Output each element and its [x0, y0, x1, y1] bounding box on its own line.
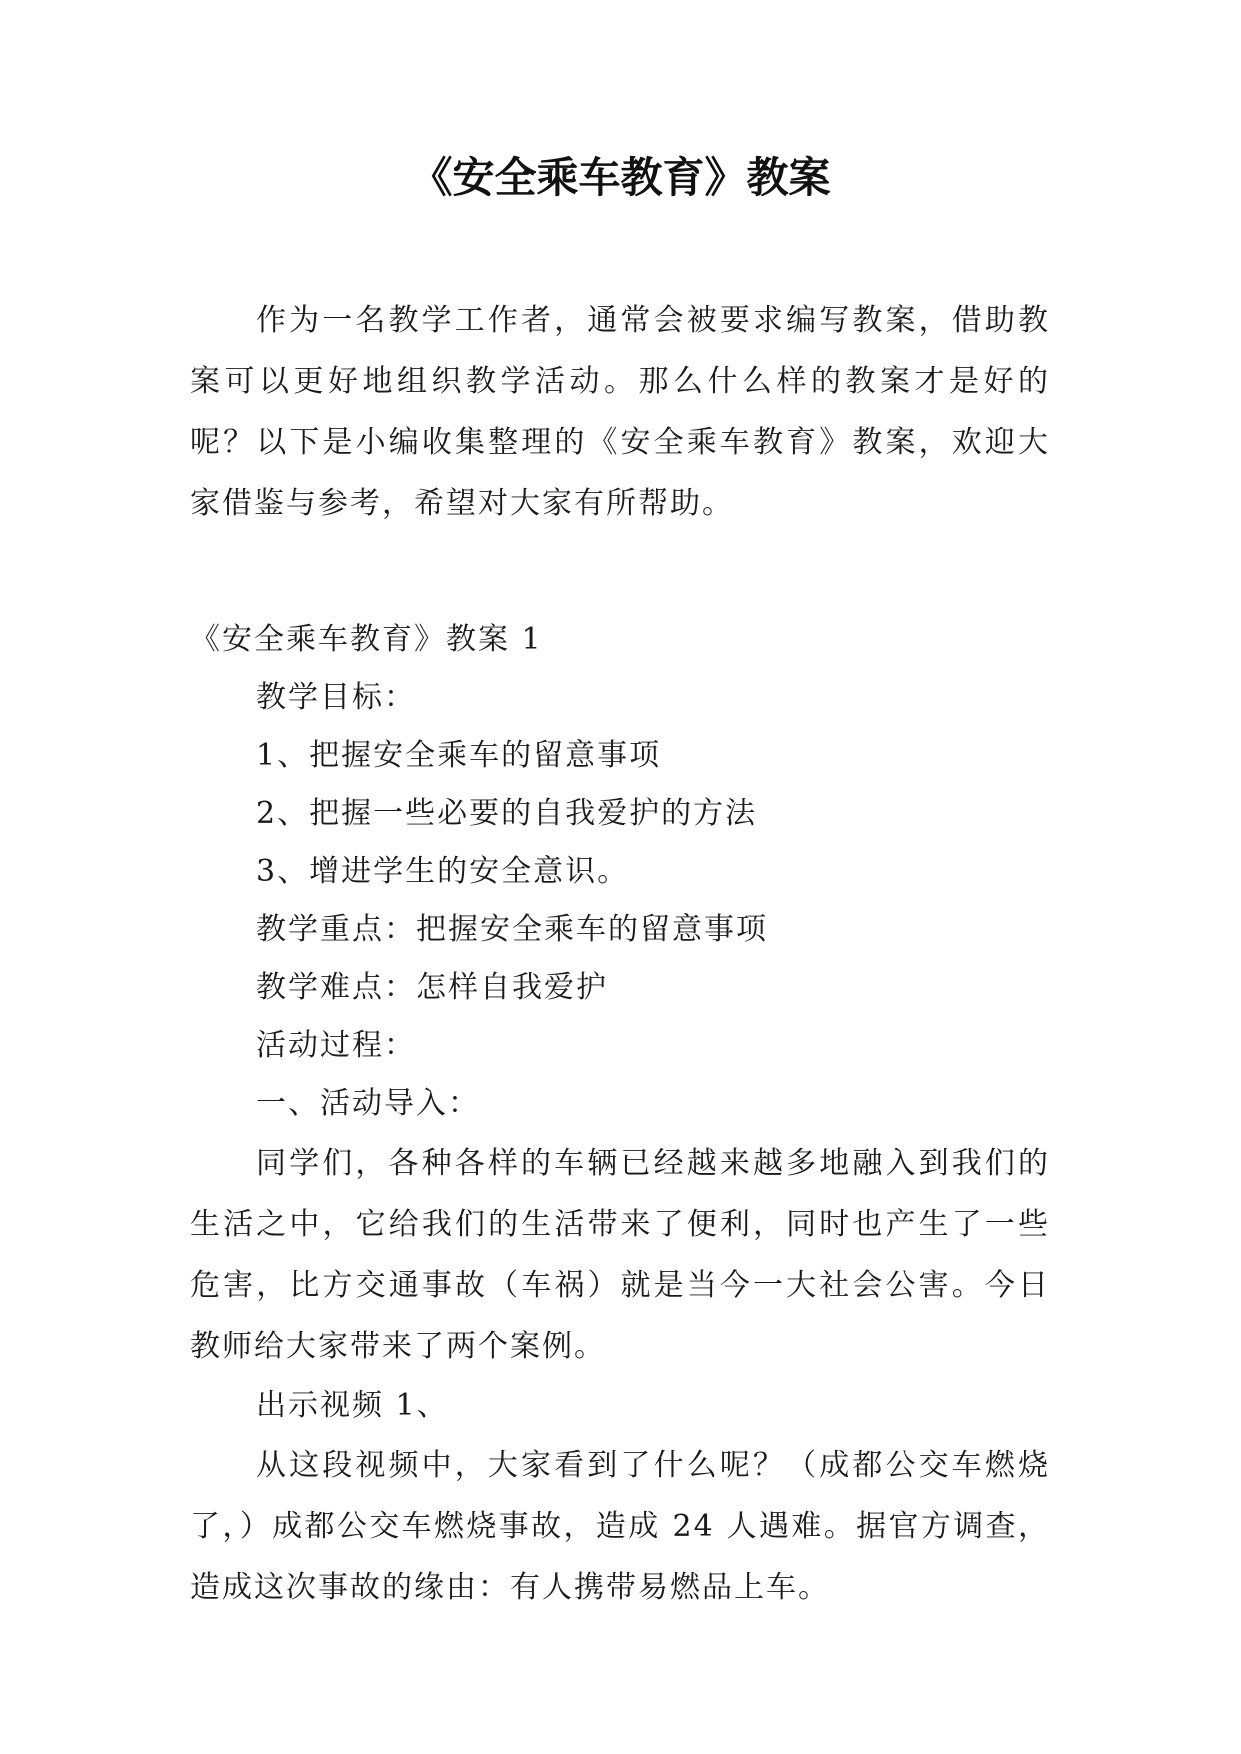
document-body	[190, 290, 1050, 1618]
difficult-point: 教学难点：怎样自我爱护	[256, 970, 608, 1005]
objectives-label: 教学目标：	[256, 680, 416, 715]
video-line: 出示视频 1、	[256, 1388, 449, 1423]
process-label: 活动过程：	[256, 1028, 416, 1063]
objective-item: 2、把握一些必要的自我爱护的方法	[256, 796, 758, 831]
objective-item: 1、把握安全乘车的留意事项	[256, 738, 662, 773]
video-paragraph: 从这段视频中，大家看到了什么呢？（成都公交车燃烧了，）成都公交车燃烧事故，造成 24 人遇难。据官方调查，造成这次事故的缘由：有人携带易燃品上车。	[190, 1448, 1050, 1605]
objective-item: 3、增进学生的安全意识。	[256, 854, 630, 889]
section-heading: 《安全乘车教育》教案 1	[190, 622, 543, 657]
step-heading: 一、活动导入：	[256, 1086, 480, 1121]
activity-intro-paragraph: 同学们，各种各样的车辆已经越来越多地融入到我们的生活之中，它给我们的生活带来了便利，同时也产生了一些危害，比方交通事故（车祸）就是当今一大社会公害。今日教师给大家带来了两个案例。	[190, 1146, 1050, 1364]
spacer	[190, 534, 1050, 611]
intro-paragraph: 作为一名教学工作者，通常会被要求编写教案，借助教案可以更好地组织教学活动。那么什么样的教案才是好的呢？以下是小编收集整理的《安全乘车教育》教案，欢迎大家借鉴与参考，希望对大家有所帮助。	[190, 303, 1050, 521]
document-title: 《安全乘车教育》教案	[410, 153, 831, 202]
key-point: 教学重点：把握安全乘车的留意事项	[256, 912, 768, 947]
